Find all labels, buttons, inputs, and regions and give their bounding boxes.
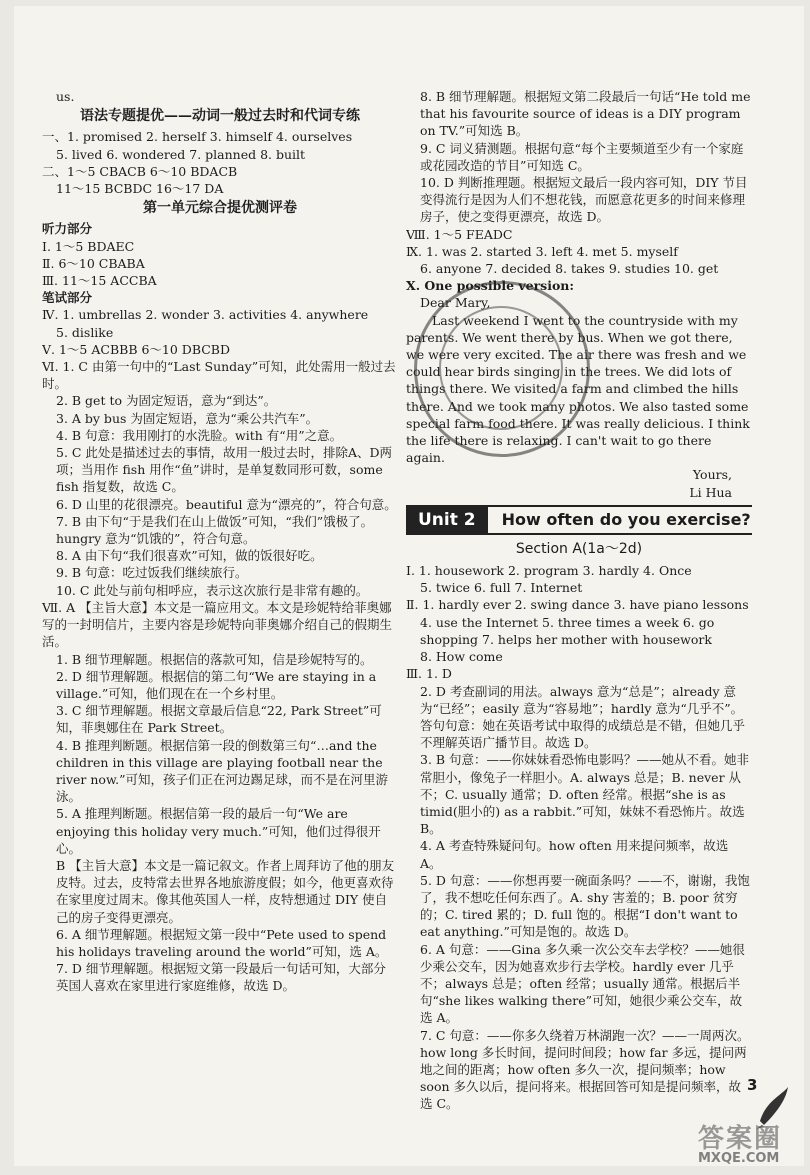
answer-item: Ⅵ. 1. C 由第一句中的“Last Sunday”可知，此处需用一般过去时。	[42, 359, 396, 392]
grammar-line: 11～15 BCBDC 16～17 DA	[56, 181, 224, 197]
left-column	[42, 88, 398, 995]
answer-item: 6. A 细节理解题。根据短文第一段中“Pete used to spend his holidays traveling around the world”可知，选 A。	[56, 926, 388, 959]
answer-item: 6. A 句意：——Gina 多久乘一次公交车去学校？——她很少乘公交车，因为她喜欢步行去学校。hardly ever 几乎不；always 总是；often 经常；usually 通常。根据后半句“she likes walking there”可知，她很少乘公交车，故选 A。	[420, 941, 745, 1026]
answer-item: 9. B 句意：吃过饭我们继续旅行。	[56, 565, 248, 581]
answer-item: 5. A 推理判断题。根据信第一段的最后一句“We are enjoying this holiday very much.”可知，他们过得很开心。	[56, 806, 381, 856]
answer-line: shopping 7. helps her mother with housework	[420, 631, 712, 647]
answer-item: 7. C 句意：——你多久绕着万林湖跑一次？——一周两次。how long 多长时间，提问时间段；how far 多远，提问两地之间的距离；how often 多久一次，提问频率；how soon 多久以后，提问将来。根据回答可知是提问频率，故选 C。	[420, 1027, 750, 1112]
answer-line: 4. use the Internet 5. three times a week 6. go	[420, 614, 715, 630]
listening-line: Ⅱ. 6～10 CBABA	[42, 255, 145, 271]
written-line: Ⅴ. 1～5 ACBBB 6～10 DBCBD	[42, 341, 231, 357]
answer-item: 2. B get to 为固定短语，意为“到达”。	[56, 393, 277, 409]
answer-line: Ⅱ. 1. hardly ever 2. swing dance 3. have piano lessons	[406, 597, 749, 613]
answer-page	[14, 6, 804, 1166]
answer-line: Ⅸ. 1. was 2. started 3. left 4. met 5. myself	[406, 243, 678, 259]
answer-line: 8. How come	[420, 649, 503, 665]
letter-signature: Li Hua	[689, 484, 732, 500]
passage-summary: B 【主旨大意】本文是一篇记叙文。作者上周拜访了他的朋友皮特。过去，皮特常去世界各地旅游度假；如今，他更喜欢待在家里度过周末。像其他英国人一样，皮特想通过 DIY 使自己的房子变得更漂亮。	[56, 857, 395, 925]
carryover-text: us.	[56, 89, 75, 104]
letter-greeting: Dear Mary,	[420, 295, 491, 311]
page-number: 3	[747, 1076, 758, 1094]
answer-item: 6. D 山里的花很漂亮。beautiful 意为“漂亮的”，符合句意。	[56, 496, 397, 512]
answer-item: 2. D 考查副词的用法。always 意为“总是”；already 意为“已经”；easily 意为“容易地”；hardly 意为“几乎不”。答句句意：她在英语考试中取得的成绩总是不错，但她几乎不理解英语广播节目。故选 D。	[420, 683, 746, 751]
written-line: Ⅳ. 1. umbrellas 2. wonder 3. activities 4. anywhere	[42, 307, 369, 323]
answer-item: 8. B 细节理解题。根据短文第二段最后一句话“He told me that his favourite source of ideas is a DIY program on TV.”可知选 B。	[420, 89, 751, 139]
letter-closing: Yours,	[692, 467, 732, 483]
answer-item: 5. D 句意：——你想再要一碗面条吗？——不，谢谢，我饱了，我不想吃任何东西了。A. shy 害羞的；B. poor 贫穷的；C. tired 累的；D. full 饱的。根据“I don't want to eat anything.”可知是饱的。故选 D。	[420, 872, 750, 940]
stamp-inner-ring	[439, 306, 563, 430]
answer-item: 3. B 句意：——你妹妹看恐怖电影吗？——她从不看。她非常胆小，像兔子一样胆小。A. always 总是；B. never 从不；C. usually 通常；D. often 经常。根据“she is as timid(胆小的) as a rabbit.”可知，妹妹不看恐怖片。故选 B。	[420, 752, 750, 837]
grammar-section-title: 语法专题提优——动词一般过去时和代词专练	[80, 108, 360, 125]
letter-body: Last weekend I went to the countryside with my parents. We went there by bus. When we got there, we were very excited. The air there was fresh and we could hear birds singing in the trees. We did lots of things there. We visited a farm and climbed the hills there. And we took many photos. We also tasted some special farm food there. It was really delicious. I think the life there is relaxing. I can't wait to go there again.	[406, 312, 750, 466]
watermark-url: MXQE.COM	[698, 1151, 780, 1166]
unit-title: How often do you exercise?	[488, 505, 752, 535]
answer-line: Ⅲ. 1. D	[406, 666, 452, 682]
listening-line: Ⅲ. 11～15 ACCBA	[42, 273, 157, 289]
written-line: 5. dislike	[56, 324, 114, 340]
answer-item: 10. C 此处与前句相呼应，表示这次旅行是非常有趣的。	[56, 582, 369, 598]
passage-summary: Ⅶ. A 【主旨大意】本文是一篇应用文。本文是珍妮特给菲奥娜写的一封明信片，主要内容是珍妮特向菲奥娜介绍自己的假期生活。	[42, 599, 393, 650]
unit-test-title: 第一单元综合提优测评卷	[143, 200, 297, 217]
answer-item: 7. D 细节理解题。根据短文第一段最后一句话可知，大部分英国人喜欢在家里进行家庭维修，故选 D。	[56, 961, 386, 994]
answer-line: Ⅷ. 1～5 FEADC	[406, 226, 513, 242]
unit-label: Unit 2	[406, 505, 488, 535]
answer-line: Ⅰ. 1. housework 2. program 3. hardly 4. Once	[406, 563, 692, 579]
answer-item: 3. C 细节理解题。根据文章最后信息“22, Park Street”可知，菲奥娜住在 Park Street。	[56, 703, 382, 736]
answer-item: 1. B 细节理解题。根据信的落款可知，信是珍妮特写的。	[56, 651, 373, 667]
listening-line: Ⅰ. 1～5 BDAEC	[42, 238, 135, 254]
answer-line: 6. anyone 7. decided 8. takes 9. studies 10. get	[420, 261, 719, 277]
answer-item: 10. D 判断推理题。根据短文最后一段内容可知，DIY 节目变得流行是因为人们不想花钱，而愿意花更多的时间来修理房子，使之变得更漂亮，故选 D。	[420, 175, 748, 225]
right-column	[406, 88, 752, 1113]
listening-heading: 听力部分	[42, 221, 93, 237]
answer-item: 2. D 细节理解题。根据信的第二句“We are staying in a village.”可知，他们现在在一个乡村里。	[56, 668, 377, 701]
sample-essay-heading: Ⅹ. One possible version:	[406, 278, 575, 294]
answer-item: 5. C 此处是描述过去的事情，故用一般过去时，排除A、D两项；当用作 fish 用作“鱼”讲时，是单复数同形可数，some fish 指复数，故选 C。	[56, 445, 392, 495]
answer-item: 8. A 由下句“我们很喜欢”可知，做的饭很好吃。	[56, 548, 323, 564]
unit-banner	[406, 505, 752, 535]
answer-item: 4. B 推理判断题。根据信第一段的倒数第三句“…and the children in this village are playing football near the river now.”可知，孩子们正在河边踢足球，而不是在河里游泳。	[56, 737, 389, 805]
section-title: Section A(1a～2d)	[515, 540, 643, 557]
grammar-line: 二、1～5 CBACB 6～10 BDACB	[42, 163, 238, 179]
answer-item: 4. A 考查特殊疑问句。how often 用来提问频率，故选 A。	[420, 838, 729, 871]
grammar-line: 5. lived 6. wondered 7. planned 8. built	[56, 146, 306, 162]
answer-item: 4. B 句意：我用刚打的水洗脸。with 有“用”之意。	[56, 427, 343, 443]
written-heading: 笔试部分	[42, 290, 93, 306]
stamp-seal	[414, 281, 590, 457]
answer-line: 5. twice 6. full 7. Internet	[420, 580, 583, 596]
answer-item: 9. C 词义猜测题。根据句意“每个主要频道至少有一个家庭或花园改造的节目”可知选 C。	[420, 140, 744, 173]
watermark-logo: 答案圈	[698, 1124, 783, 1154]
answer-item: 3. A by bus 为固定短语，意为“乘公共汽车”。	[56, 410, 319, 426]
answer-item: 7. B 由下句“于是我们在山上做饭”可知，“我们”饿极了。hungry 意为“饥饿的”，符合句意。	[56, 513, 374, 547]
grammar-line: 一、1. promised 2. herself 3. himself 4. ourselves	[42, 129, 353, 145]
